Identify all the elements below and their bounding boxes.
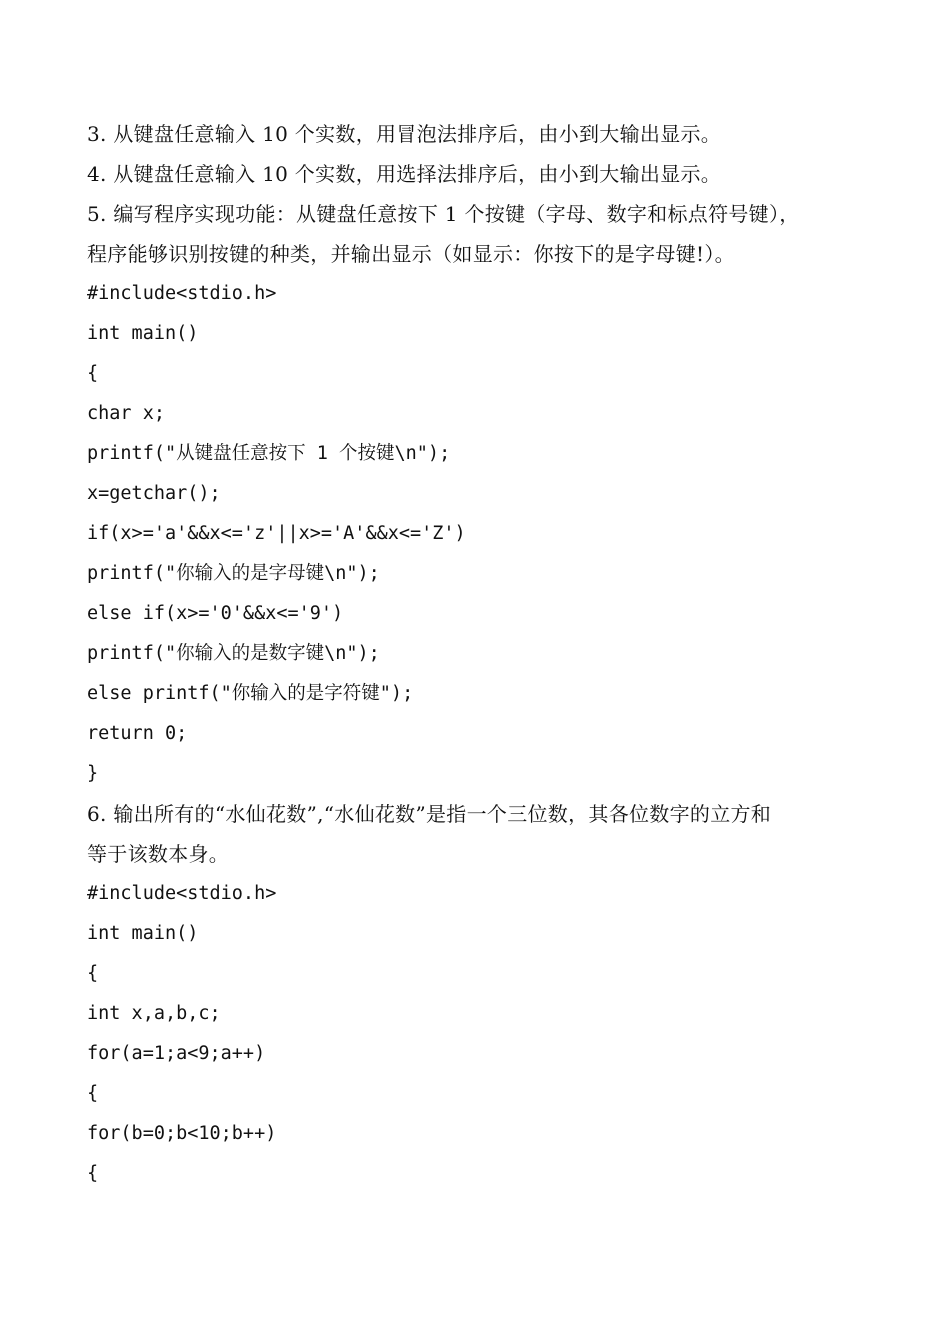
code-line: #include<stdio.h> (87, 883, 277, 904)
code-line: int x,a,b,c; (87, 1003, 221, 1024)
code-line: { (87, 363, 99, 384)
code-line: { (87, 963, 99, 984)
code-line: printf("从键盘任意按下 1 个按键\n"); (87, 443, 451, 464)
code-line: #include<stdio.h> (87, 283, 277, 304)
code-line: int main() (87, 923, 199, 944)
code-line: x=getchar(); (87, 483, 221, 504)
text-line: 程序能够识别按键的种类，并输出显示（如显示：你按下的是字母键!）。 (87, 242, 735, 266)
code-line: else printf("你输入的是字符键"); (87, 683, 414, 704)
code-line: int main() (87, 323, 199, 344)
text-line: 等于该数本身。 (87, 842, 230, 866)
code-line: char x; (87, 403, 165, 424)
text-line: 6. 输出所有的“水仙花数”,“水仙花数”是指一个三位数，其各位数字的立方和 (87, 802, 772, 826)
code-line: printf("你输入的是字母键\n"); (87, 563, 380, 584)
text-line: 3. 从键盘任意输入 10 个实数，用冒泡法排序后，由小到大输出显示。 (87, 122, 722, 146)
code-line: { (87, 1163, 99, 1184)
text-line: 5. 编写程序实现功能：从键盘任意按下 1 个按键（字母、数字和标点符号键）， (87, 202, 800, 226)
code-line: printf("你输入的是数字键\n"); (87, 643, 380, 664)
code-line: return 0; (87, 723, 188, 744)
text-line: 4. 从键盘任意输入 10 个实数，用选择法排序后，由小到大输出显示。 (87, 162, 722, 186)
code-line: else if(x>='0'&&x<='9') (87, 603, 344, 624)
code-line: { (87, 1083, 99, 1104)
code-line: if(x>='a'&&x<='z'||x>='A'&&x<='Z') (87, 523, 466, 544)
document-body (87, 114, 877, 1194)
code-line: for(a=1;a<9;a++) (87, 1043, 266, 1064)
code-line: } (87, 763, 99, 784)
code-line: for(b=0;b<10;b++) (87, 1123, 277, 1144)
